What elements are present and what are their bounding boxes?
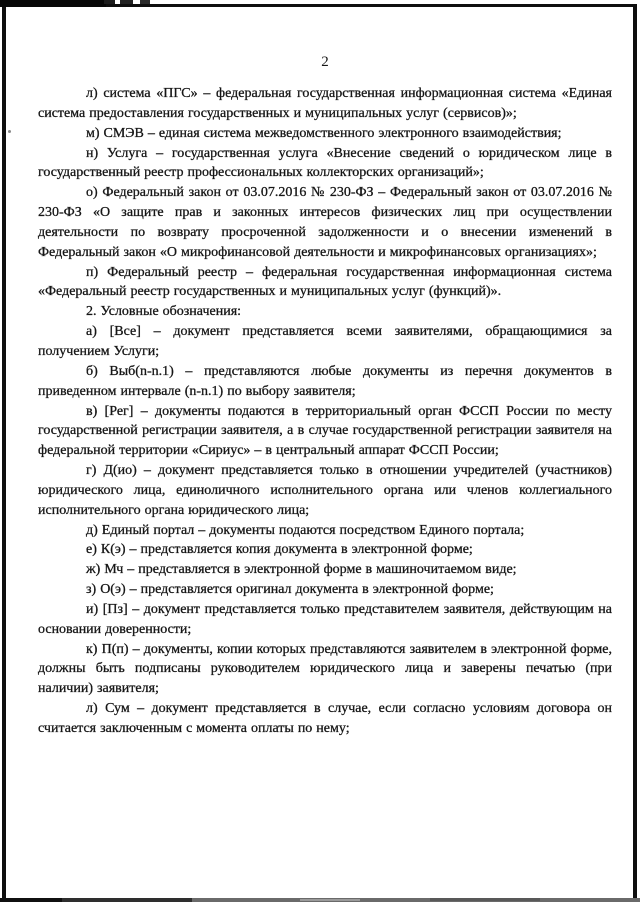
paragraph: б) Выб(n-n.1) – представляются любые документы из перечня документов в приведенном интервале (n-n.1) по выбору заявителя;	[38, 363, 612, 399]
page-border-right	[633, 4, 637, 901]
scan-artifact	[140, 0, 150, 4]
paragraph: 2. Условные обозначения:	[86, 304, 242, 320]
scan-artifact	[120, 0, 133, 4]
paragraph: в) [Рег] – документы подаются в территориальный орган ФССП России по месту государственной регистрации заявителя, а в случае государственной регистрации заявителя на федеральной территории «Сириус» – в центральный аппарат ФССП России;	[38, 403, 612, 459]
scan-artifact	[300, 899, 360, 901]
paragraph: н) Услуга – государственная услуга «Внесение сведений о юридическом лице в государственный реестр профессиональных коллекторских организаций»;	[38, 145, 612, 181]
paragraph: к) П(п) – документы, копии которых представляются заявителем в электронной форме, должны быть подписаны руководителем юридического лица и заверены печатью (при наличии) заявителя;	[38, 641, 612, 697]
paragraph: л) Сум – документ представляется в случае, если согласно условиям договора он считается заключенным с момента оплаты по нему;	[38, 701, 612, 736]
scan-artifact	[8, 130, 11, 133]
paragraph: ж) Мч – представляется в электронной форме в машиночитаемом виде;	[86, 562, 517, 578]
paragraph: е) К(э) – представляется копия документа в электронной форме;	[86, 542, 473, 558]
paragraph: и) [Пз] – документ представляется только представителем заявителя, действующим на основании доверенности;	[38, 601, 612, 637]
scan-artifact	[0, 898, 62, 902]
scan-artifact	[104, 0, 115, 4]
paragraph: п) Федеральный реестр – федеральная государственная информационная система «Федеральный реестр государственных и муниципальных услуг (функций)».	[38, 264, 612, 300]
paragraph: л) система «ПГС» – федеральная государственная информационная система «Единая система предоставления государственных и муниципальных услуг (сервисов)»;	[38, 86, 612, 121]
scan-artifact	[0, 0, 106, 7]
scan-artifact	[62, 898, 192, 902]
paragraph: а) [Все] – документ представляется всеми заявителями, обращающимися за получением Услуги;	[38, 324, 612, 359]
page-border-left	[2, 2, 7, 899]
page-number: 2	[321, 54, 329, 70]
paragraph: о) Федеральный закон от 03.07.2016 № 230-ФЗ – Федеральный закон от 03.07.2016 № 230-ФЗ «О защите прав и законных интересов физических лиц при осуществлении деятельности по возврату просроченной задолженности и о внесении изменений в Федеральный закон «О микрофинансовой деятельности и микрофинансовых организациях»;	[38, 185, 612, 260]
paragraph: м) СМЭВ – единая система межведомственного электронного взаимодействия;	[86, 125, 562, 141]
scan-artifact	[430, 898, 540, 901]
paragraph: д) Единый портал – документы подаются посредством Единого портала;	[86, 522, 525, 538]
document-body	[38, 84, 612, 739]
paragraph: г) Д(ио) – документ представляется только в отношении учредителей (участников) юридического лица, единоличного исполнительного органа или членов коллегиального исполнительного органа юридического лица;	[38, 463, 612, 518]
paragraph: з) О(э) – представляется оригинал документа в электронной форме;	[86, 582, 494, 598]
